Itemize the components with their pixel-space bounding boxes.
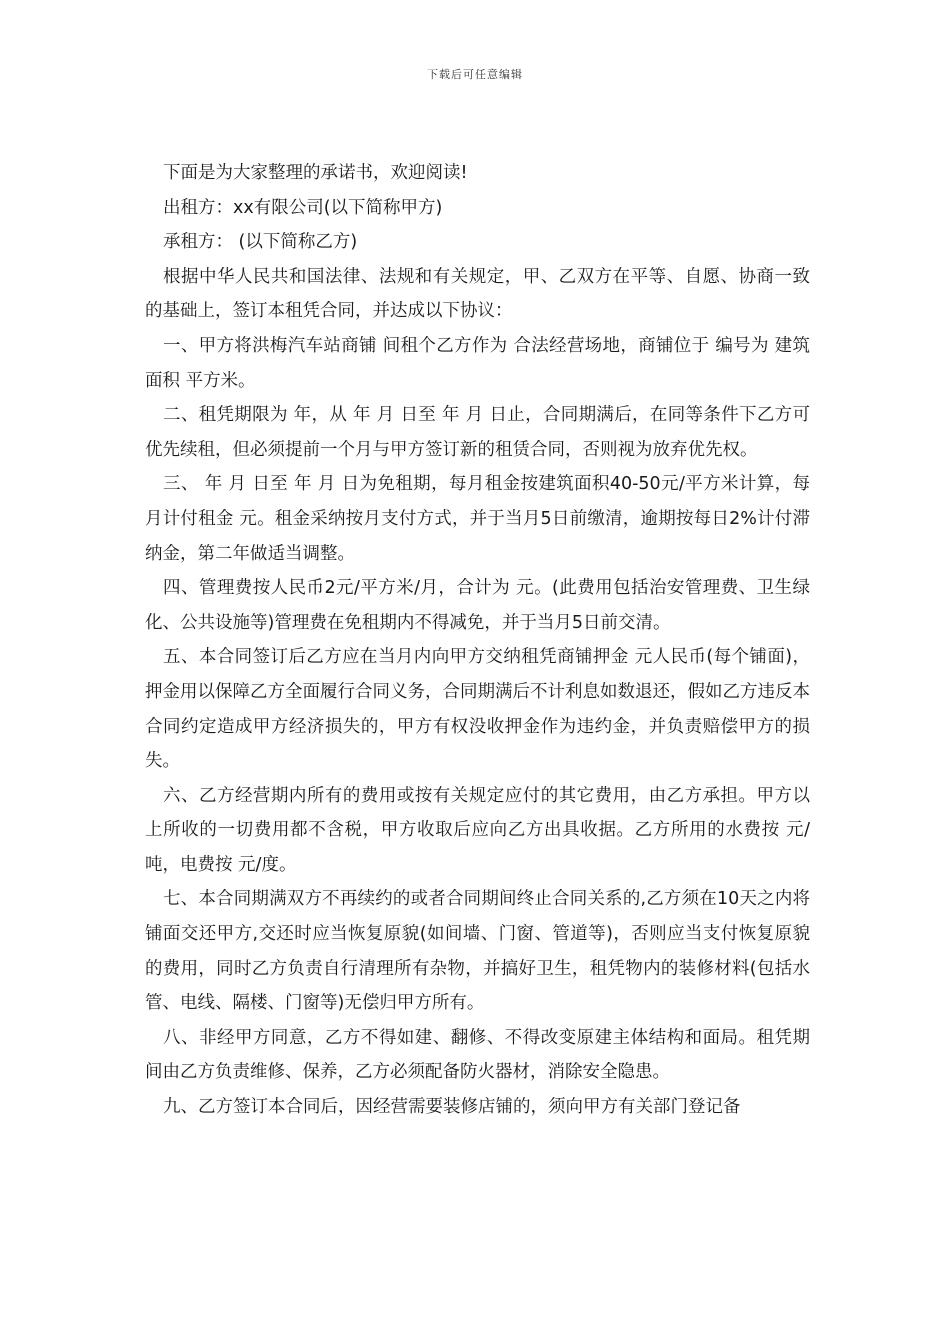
clause-7: 七、本合同期满双方不再续约的或者合同期间终止合同关系的,乙方须在10天之内将铺面交还甲方,交还时应当恢复原貌(如间墙、门窗、管道等)，否则应当支付恢复原貌的费用，同时乙方负责自行清理所有杂物，并搞好卫生，租凭物内的装修材料(包括水管、电线、隔楼、门窗等)无偿归甲方所有。 [145, 889, 810, 1014]
clause-8: 八、非经甲方同意，乙方不得如建、翻修、不得改变原建主体结构和面局。租凭期间由乙方负责维修、保养，乙方必须配备防火器材，消除安全隐患。 [145, 1027, 810, 1083]
page-header-note: 下载后可任意编辑 [427, 68, 523, 81]
clause-9: 九、乙方签订本合同后，因经营需要装修店铺的，须向甲方有关部门登记备 [163, 1097, 741, 1118]
clause-4: 四、管理费按人民币2元/平方米/月，合计为 元。(此费用包括治安管理费、卫生绿化、公共设施等)管理费在免租期内不得减免，并于当月5日前交清。 [145, 578, 810, 633]
clause-3: 三、 年 月 日至 年 月 日为免租期，每月租金按建筑面积40-50元/平方米计算，每月计付租金 元。租金采纳按月支付方式，并于当月5日前缴清，逾期按每日2%计付滞纳金，第二年做适当调整。 [145, 474, 810, 564]
intro-paragraph: 下面是为大家整理的承诺书，欢迎阅读! [163, 163, 468, 183]
clause-1: 一、甲方将洪梅汽车站商铺 间租个乙方作为 合法经营场地，商铺位于 编号为 建筑面积 平方米。 [145, 335, 810, 391]
clause-5: 五、本合同签订后乙方应在当月内向甲方交纳租凭商铺押金 元人民币(每个铺面)，押金用以保障乙方全面履行合同义务，合同期满后不计利息如数退还，假如乙方违反本合同约定造成甲方经济损失的，甲方有权没收押金作为违约金，并负责赔偿甲方的损失。 [145, 647, 810, 772]
preamble-paragraph: 根据中华人民共和国法律、法规和有关规定，甲、乙双方在平等、自愿、协商一致的基础上，签订本租凭合同，并达成以下协议： [145, 266, 810, 322]
lessor-line: 出租方：xx有限公司(以下简称甲方) [163, 197, 443, 218]
document-body [145, 156, 810, 1125]
clause-6: 六、乙方经营期内所有的费用或按有关规定应付的其它费用，由乙方承担。甲方以上所收的一切费用都不含税，甲方收取后应向乙方出具收据。乙方所用的水费按 元/吨，电费按 元/度。 [145, 785, 810, 875]
lessee-line: 承租方： (以下简称乙方) [163, 232, 358, 253]
clause-2: 二、租凭期限为 年，从 年 月 日至 年 月 日止，合同期满后，在同等条件下乙方可优先续租，但必须提前一个月与甲方签订新的租赁合同，否则视为放弃优先权。 [145, 405, 810, 460]
